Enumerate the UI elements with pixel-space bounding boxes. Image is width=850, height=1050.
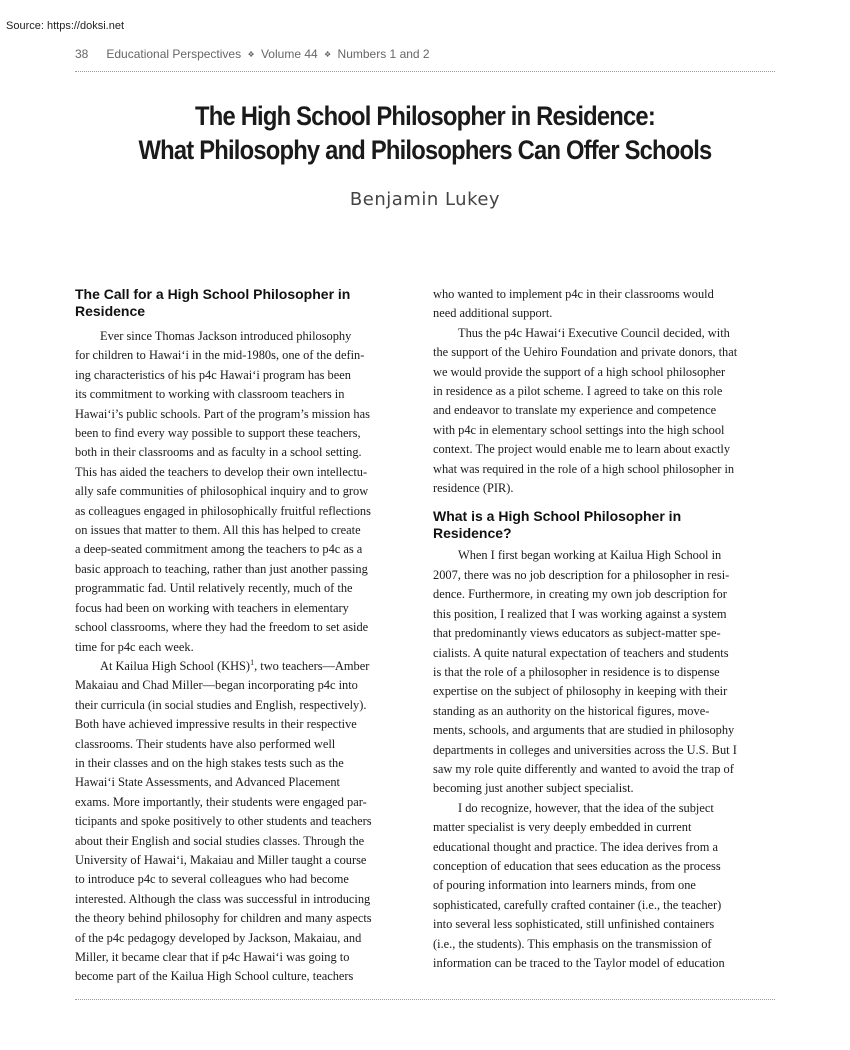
text-line: both in their classrooms and as faculty in a school setting. <box>75 445 362 460</box>
section-heading <box>75 286 416 320</box>
text-line: what was required in the role of a high school philosopher in <box>433 461 735 476</box>
text-run: , two teachers—Amber <box>254 658 370 673</box>
text-line: this position, I realized that I was working against a system <box>433 606 727 621</box>
text-line: in their classes and on the high stakes tests such as the <box>75 755 344 770</box>
text-line: ticipants and spoke positively to other students and teachers <box>75 814 372 829</box>
text-line: ally safe communities of philosophical inquiry and to grow <box>75 484 369 499</box>
text-line: Thus the p4c Hawai‘i Executive Council decided, with <box>458 325 730 340</box>
text-run: At Kailua High School (KHS) <box>100 658 251 673</box>
text-line: is that the role of a philosopher in residence is to dispense <box>433 664 720 679</box>
text-line: context. The project would enable me to learn about exactly <box>433 442 731 457</box>
diamond-separator-icon: ❖ <box>324 50 332 59</box>
text-line: and endeavor to translate my experience and competence <box>433 403 717 418</box>
running-head <box>75 47 775 61</box>
text-line: Makaiau and Chad Miller—began incorporating p4c into <box>75 678 358 693</box>
volume-label: Volume 44 <box>260 47 318 61</box>
section-heading <box>433 508 778 542</box>
text-line: its commitment to working with classroom teachers in <box>75 387 345 402</box>
text-line: time for p4c each week. <box>75 639 194 654</box>
header-divider <box>75 71 775 72</box>
text-line: expertise on the subject of philosophy in keeping with their <box>433 684 728 699</box>
text-line: basic approach to teaching, rather than just another passing <box>75 561 368 576</box>
footer-divider <box>75 999 775 1000</box>
text-line: Miller, it became clear that if p4c Hawai‘i was going to <box>75 950 350 964</box>
text-line: the support of the Uehiro Foundation and private donors, that <box>433 345 738 360</box>
text-line: of pouring information into learners minds, from one <box>433 878 696 893</box>
page-number: 38 <box>75 47 89 61</box>
text-line: educational thought and practice. The idea derives from a <box>433 839 718 854</box>
text-line: This has aided the teachers to develop their own intellectu- <box>75 464 368 479</box>
text-line: as colleagues engaged in philosophically fruitful reflections <box>75 503 371 518</box>
text-line: a deep-seated commitment among the teachers to p4c as a <box>75 542 363 557</box>
text-line: about their English and social studies classes. Through the <box>75 833 365 848</box>
text-line: the theory behind philosophy for children and many aspects <box>75 911 372 926</box>
text-line: Hawai‘i State Assessments, and Advanced Placement <box>75 775 340 790</box>
section-heading-line: Residence? <box>433 525 512 542</box>
text-line: residence (PIR). <box>433 481 514 496</box>
right-column <box>433 285 778 973</box>
text-line: cialists. A quite natural expectation of teachers and students <box>433 645 729 660</box>
text-line: 2007, there was no job description for a philosopher in resi- <box>433 567 730 582</box>
left-column <box>75 284 416 987</box>
title-line: The High School Philosopher in Residence: <box>195 101 655 131</box>
text-line: been to find every way possible to support these teachers, <box>75 426 361 441</box>
source-url: Source: https://doksi.net <box>6 20 125 32</box>
text-line: to introduce p4c to several colleagues who had become <box>75 872 349 887</box>
text-line: become part of the Kailua High School culture, teachers <box>75 969 354 984</box>
text-line: on issues that matter to them. All this has helped to create <box>75 523 361 538</box>
text-line: school classrooms, where they had the freedom to set aside <box>75 620 369 635</box>
diamond-separator-icon: ❖ <box>247 50 255 59</box>
section-heading-line: What is a High School Philosopher in <box>433 508 682 525</box>
text-line: sophisticated, carefully crafted container (i.e., the teacher) <box>433 897 722 912</box>
text-line: becoming just another subject specialist. <box>433 781 634 796</box>
title-line: What Philosophy and Philosophers Can Offer Schools <box>138 135 712 165</box>
text-line: information can be traced to the Taylor model of education <box>433 956 725 970</box>
text-line: Hawai‘i’s public schools. Part of the program’s mission has <box>75 406 370 421</box>
text-line: dence. Furthermore, in creating my own job description for <box>433 587 727 602</box>
text-line: (i.e., the students). This emphasis on the transmission of <box>433 936 712 951</box>
author-name: Benjamin Lukey <box>349 189 501 210</box>
text-line: need additional support. <box>433 306 553 321</box>
paragraph <box>75 327 416 657</box>
text-line: that predominantly views educators as subject-matter spe- <box>433 626 721 641</box>
text-line: of the p4c pedagogy developed by Jackson, Makaiau, and <box>75 930 362 945</box>
text-line: exams. More importantly, their students were engaged par- <box>75 794 367 809</box>
text-line: ments, schools, and arguments that are studied in philosophy <box>433 723 735 738</box>
text-line: in residence as a pilot scheme. I agreed to take on this role <box>433 384 723 399</box>
paragraph <box>433 546 778 798</box>
numbers-label: Numbers 1 and 2 <box>337 47 430 61</box>
text-line: ing characteristics of his p4c Hawai‘i program has been <box>75 367 351 382</box>
paragraph-first-line <box>75 657 416 676</box>
text-line: focus had been on working with teachers in elementary <box>75 600 349 615</box>
section-heading-line: Residence <box>75 303 146 319</box>
text-line: saw my role quite differently and wanted to avoid the trap of <box>433 761 734 776</box>
text-line: their curricula (in social studies and English, respectively). <box>75 697 367 712</box>
text-line: we would provide the support of a high school philosopher <box>433 364 726 379</box>
text-line: standing as an authority on the historical figures, move- <box>433 703 710 718</box>
paragraph <box>433 799 778 974</box>
paragraph <box>75 676 416 987</box>
text-line: When I first began working at Kailua High School in <box>458 548 722 563</box>
journal-name: Educational Perspectives <box>106 47 242 61</box>
text-line: with p4c in elementary school settings into the high school <box>433 422 725 437</box>
section-heading-line: The Call for a High School Philosopher in <box>75 286 351 302</box>
text-line: into several less sophisticated, still unfinished containers <box>433 917 715 932</box>
text-line: conception of education that sees education as the process <box>433 858 721 873</box>
text-line: I do recognize, however, that the idea of the subject <box>458 800 714 815</box>
paragraph <box>433 285 778 324</box>
text-line: interested. Although the class was successful in introducing <box>75 891 371 906</box>
text-line: classrooms. Their students have also performed well <box>75 736 336 751</box>
text-line: departments in colleges and universities across the U.S. But I <box>433 742 737 757</box>
paragraph <box>433 324 778 499</box>
text-line: who wanted to implement p4c in their classrooms would <box>433 287 714 301</box>
text-line: matter specialist is very deeply embedded in current <box>433 820 692 835</box>
text-line: Both have achieved impressive results in their respective <box>75 717 357 732</box>
text-line: for children to Hawai‘i in the mid-1980s, one of the defin- <box>75 348 365 363</box>
text-line: Ever since Thomas Jackson introduced philosophy <box>100 329 352 343</box>
text-line: programmatic fad. Until relatively recently, much of the <box>75 581 353 596</box>
footnote-marker[interactable]: 1 <box>250 657 255 667</box>
article-title <box>117 99 733 167</box>
text-line: University of Hawai‘i, Makaiau and Miller taught a course <box>75 852 367 867</box>
